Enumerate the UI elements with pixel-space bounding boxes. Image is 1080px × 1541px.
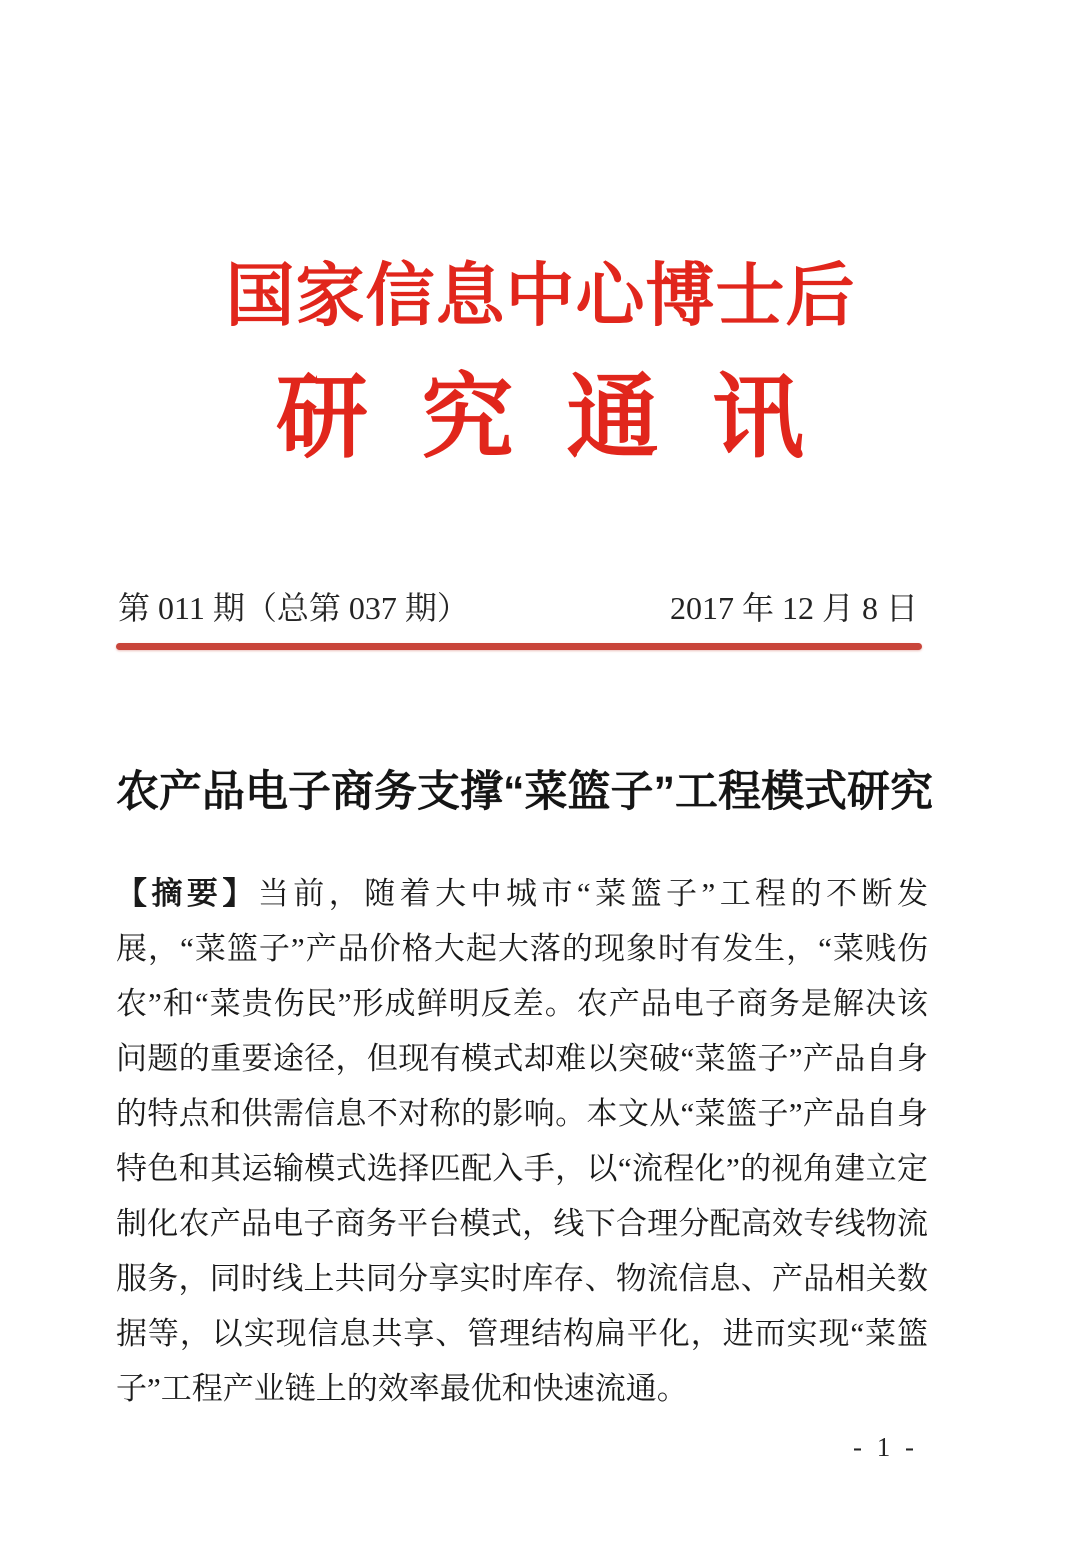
abstract-label: 【摘要】 bbox=[116, 876, 258, 911]
page-number: - 1 - bbox=[853, 1432, 918, 1462]
masthead-title-line1: 国家信息中心博士后 bbox=[225, 257, 856, 334]
masthead-divider-rule bbox=[116, 643, 922, 650]
masthead-title-line2: 研究通讯 bbox=[275, 367, 858, 469]
abstract-paragraph bbox=[116, 866, 928, 1416]
article-title: 农产品电子商务支撑“菜篮子”工程模式研究 bbox=[116, 768, 933, 816]
issue-number: 第 011 期（总第 037 期） bbox=[118, 590, 469, 626]
abstract-text: 当前，随着大中城市“菜篮子”工程的不断发展，“菜篮子”产品价格大起大落的现象时有发生，“菜贱伤农”和“菜贵伤民”形成鲜明反差。农产品电子商务是解决该问题的重要途径，但现有模式却难以突破“菜篮子”产品自身的特点和供需信息不对称的影响。本文从“菜篮子”产品自身特色和其运输模式选择匹配入手，以“流程化”的视角建立定制化农产品电子商务平台模式，线下合理分配高效专线物流服务，同时线上共同分享实时库存、物流信息、产品相关数据等，以实现信息共享、管理结构扁平化，进而实现“菜篮子”工程产业链上的效率最优和快速流通。 bbox=[116, 876, 928, 1406]
issue-bar bbox=[118, 588, 918, 630]
issue-date: 2017 年 12 月 8 日 bbox=[669, 590, 918, 626]
